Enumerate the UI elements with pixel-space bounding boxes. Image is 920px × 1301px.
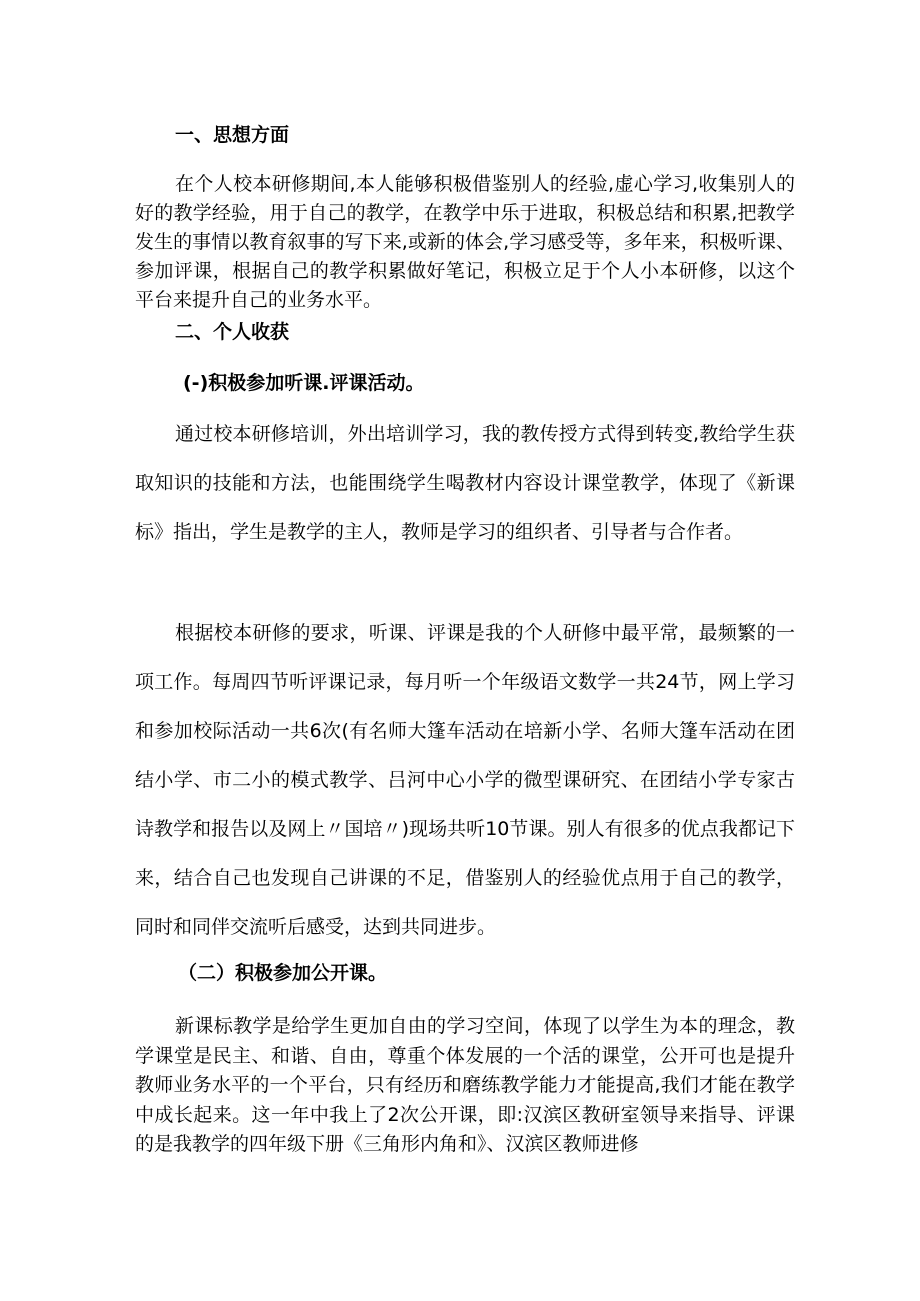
section-heading-1: 一、思想方面: [175, 124, 290, 146]
paragraph-3: 根据校本研修的要求，听课、评课是我的个人研修中最平常，最频繁的一项工作。每周四节听评课记录，每月听一个年级语文数学一共24节，网上学习和参加校际活动一共6次(有名师大篷车活动在培新小学、名师大篷车活动在团结小学、市二小的模式教学、吕河中心小学的微型课研究、在团结小学专家古诗教学和报告以及网上〃国培〃)现场共听10节课。别人有很多的优点我都记下来，结合自己也发现自己讲课的不足，借鉴别人的经验优点用于自己的教学，同时和同伴交流听后感受，达到共同进步。: [135, 622, 795, 938]
section-heading-2: 二、个人收获: [175, 321, 290, 343]
paragraph-4: 新课标教学是给学生更加自由的学习空间，体现了以学生为本的理念，教学课堂是民主、和谐、自由，尊重个体发展的一个活的课堂，公开可也是提升教师业务水平的一个平台，只有经历和磨练教学能力才能提高,我们才能在教学中成长起来。这一年中我上了2次公开课，即:汉滨区教研室领导来指导、评课的是我教学的四年级下册《三角形内角和》、汉滨区教师进修: [135, 1015, 795, 1156]
paragraph-2: 通过校本研修培训，外出培训学习，我的教传授方式得到转变,教给学生获取知识的技能和方法，也能围绕学生喝教材内容设计课堂教学，体现了《新课标》指出，学生是教学的主人，教师是学习的组织者、引导者与合作者。: [135, 423, 795, 543]
subsection-heading-2: （二）积极参加公开课。: [178, 962, 388, 984]
paragraph-1: 在个人校本研修期间,本人能够积极借鉴别人的经验,虚心学习,收集别人的好的教学经验，用于自己的教学，在教学中乐于进取，积极总结和积累,把教学发生的事情以教育叙事的写下来,或新的体会,学习感受等，多年来，积极听课、参加评课，根据自己的教学积累做好笔记，积极立足于个人小本研修，以这个平台来提升自己的业务水平。: [135, 173, 795, 311]
subsection-heading-1: (-)积极参加听课.评课活动。: [183, 372, 425, 394]
